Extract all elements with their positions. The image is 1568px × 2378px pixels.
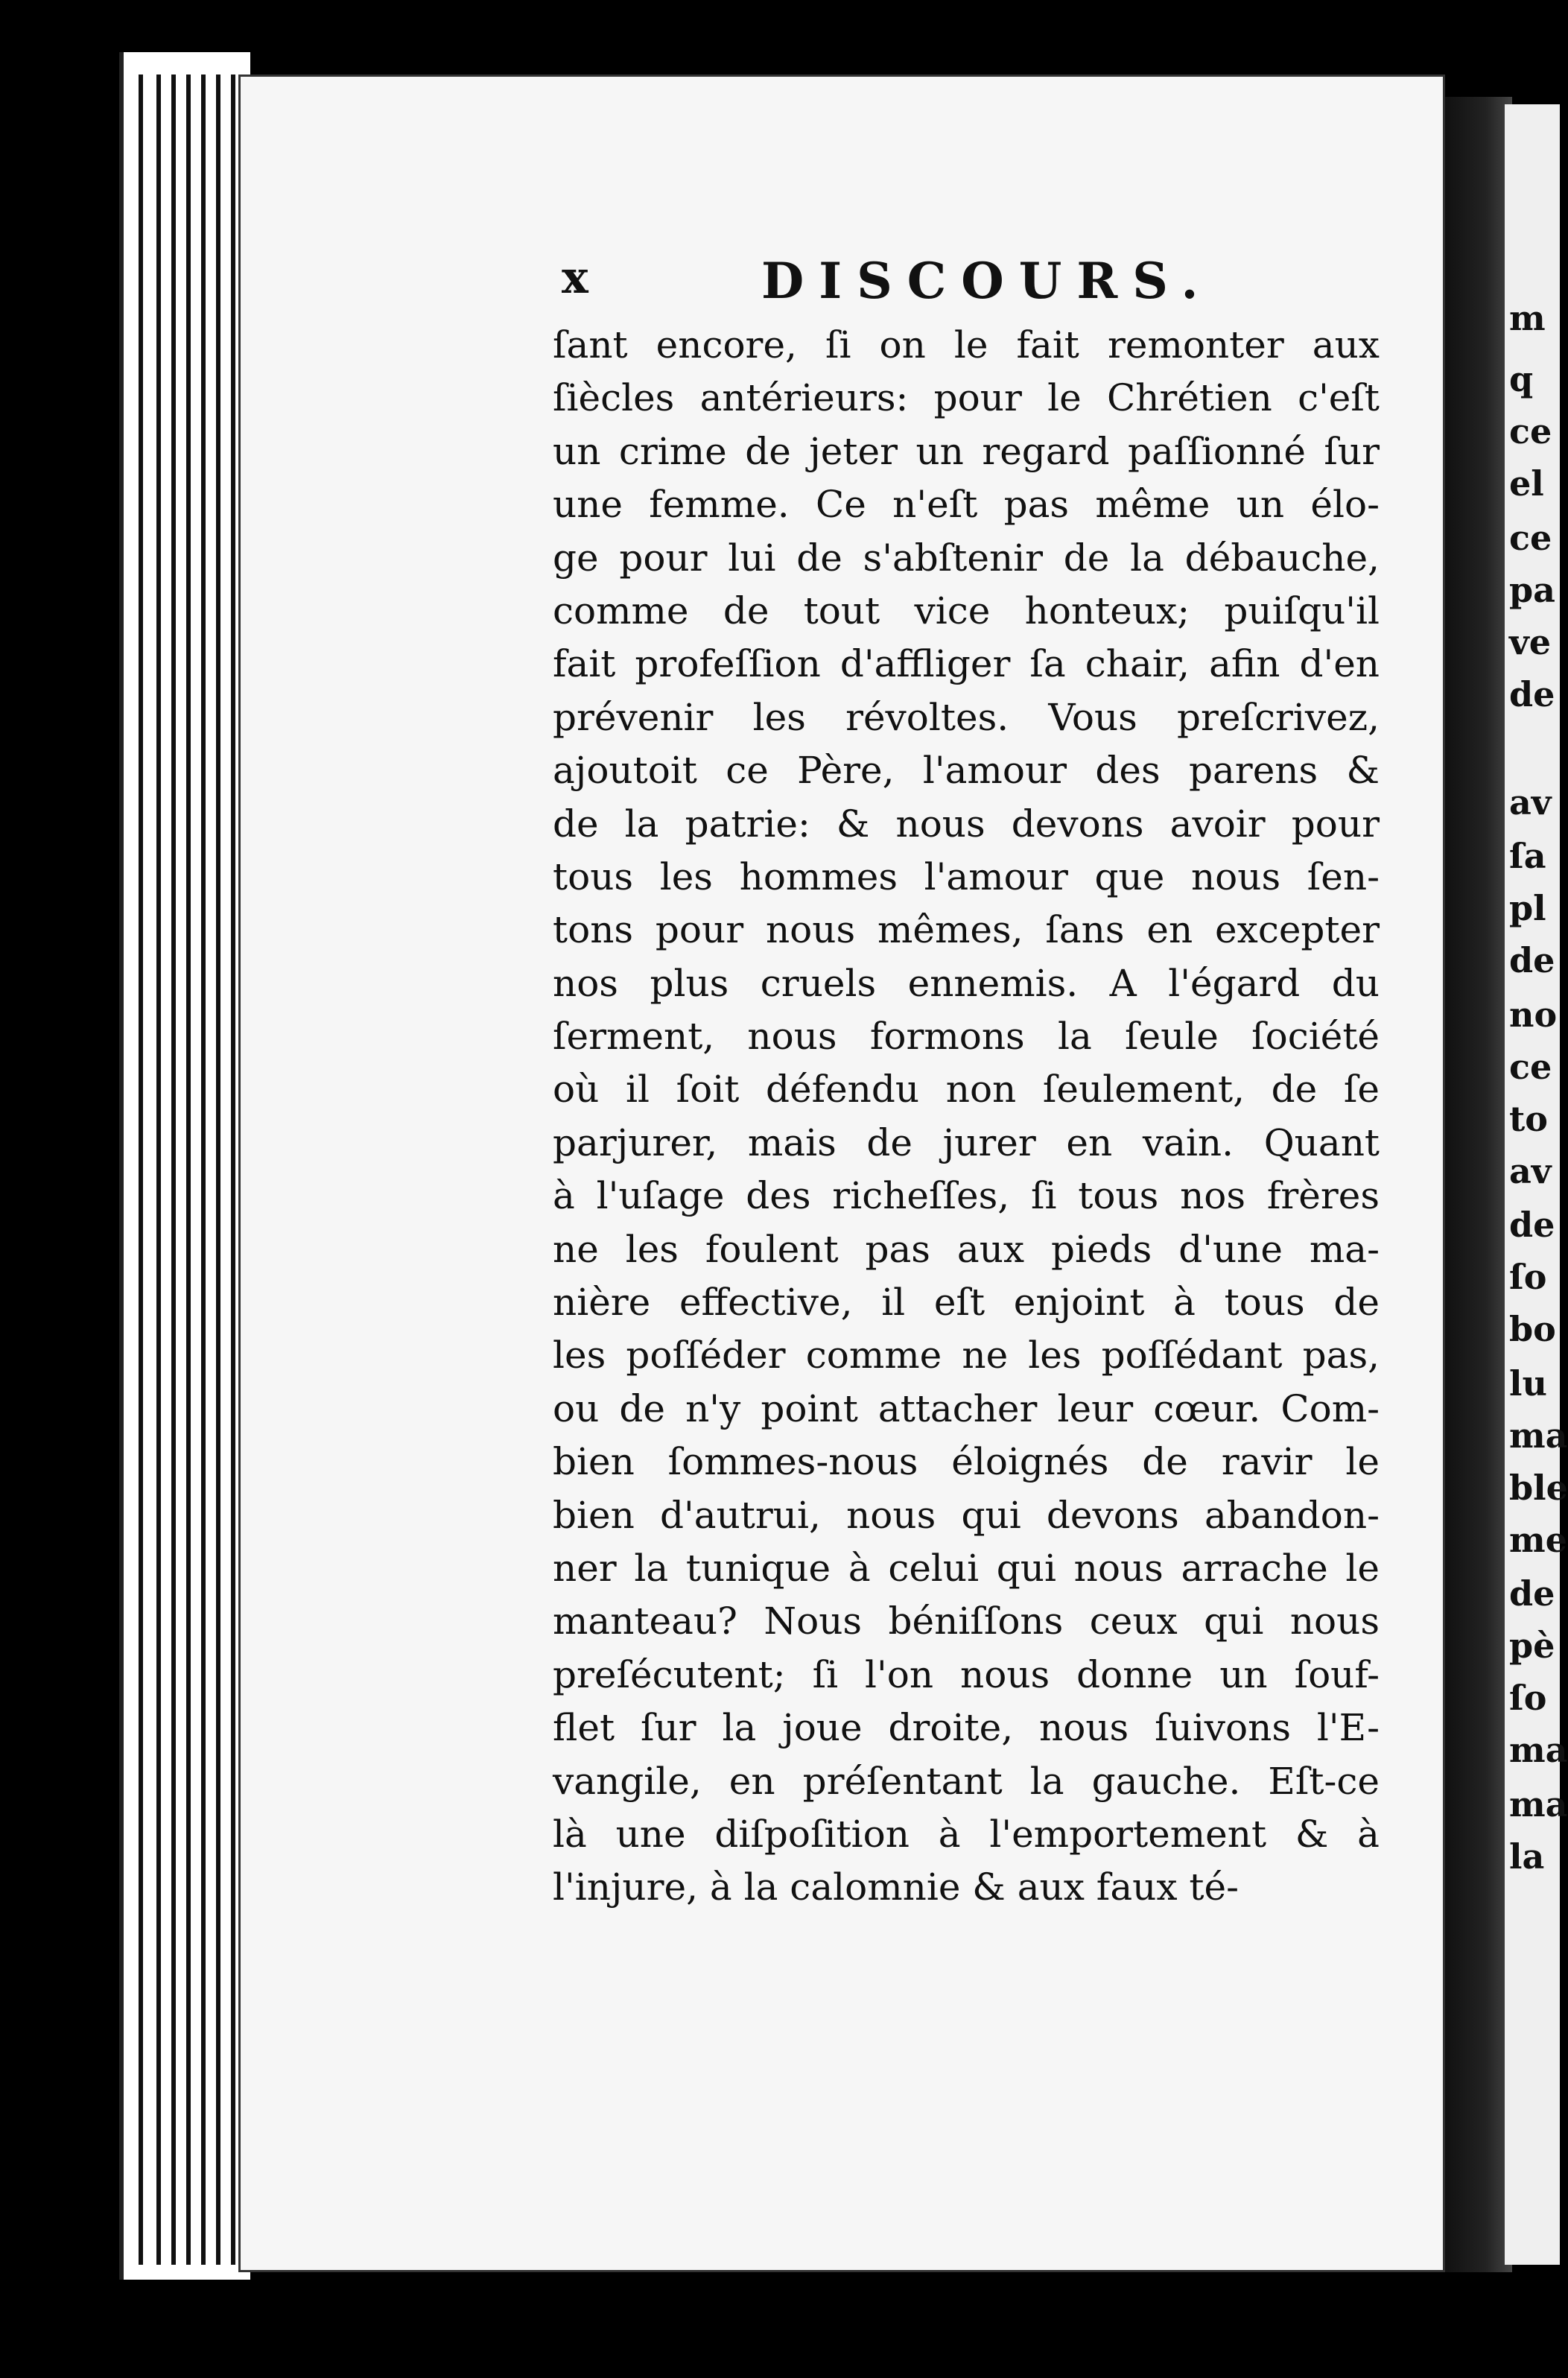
text-line: vangile, en préſentant la gauche. Eſt-ce	[553, 1759, 1380, 1803]
adjacent-page-fragment: de	[1509, 940, 1555, 980]
adjacent-page-fragment: lu	[1509, 1363, 1547, 1404]
running-head: DISCOURS.	[761, 252, 1213, 310]
adjacent-page-fragment: ma	[1509, 1784, 1568, 1824]
text-line: manteau? Nous béniſſons ceux qui nous	[553, 1599, 1380, 1643]
adjacent-page-fragment: m	[1509, 298, 1546, 338]
adjacent-page-fragment: ve	[1509, 622, 1551, 662]
adjacent-page	[1505, 104, 1568, 2265]
text-line: les poſſéder comme ne les poſſédant pas,	[553, 1334, 1380, 1377]
text-line: bien ſommes-nous éloignés de ravir le	[553, 1440, 1380, 1484]
page-edge-line	[231, 74, 235, 2265]
book-gutter	[1445, 97, 1512, 2272]
text-line: là une diſpoſition à l'emportement & à	[553, 1812, 1380, 1856]
adjacent-page-fragment: el	[1509, 463, 1544, 504]
text-line: prévenir les révoltes. Vous preſcrivez,	[553, 695, 1380, 739]
page-number: x	[562, 252, 588, 304]
adjacent-page-fragment: pè	[1509, 1626, 1555, 1666]
text-line: nos plus cruels ennemis. A l'égard du	[553, 961, 1380, 1005]
page-edge-line	[201, 74, 206, 2265]
text-line: l'injure, à la calomnie & aux faux té-	[553, 1865, 1239, 1909]
adjacent-page-fragment: ble	[1509, 1468, 1568, 1508]
text-line: ſerment, nous formons la ſeule ſociété	[553, 1015, 1380, 1059]
adjacent-page-fragment: ma	[1509, 1415, 1568, 1456]
adjacent-page-fragment: bo	[1509, 1309, 1556, 1349]
page-header	[562, 252, 1381, 311]
text-line: tous les hommes l'amour que nous ſen-	[553, 855, 1380, 898]
text-line: ner la tunique à celui qui nous arrache le	[553, 1546, 1380, 1590]
adjacent-page-fragment: av	[1509, 1151, 1552, 1191]
text-line: ajoutoit ce Père, l'amour des parens &	[553, 749, 1380, 793]
text-line: nière effective, il eſt enjoint à tous de	[553, 1281, 1380, 1325]
text-line: comme de tout vice honteux; puiſqu'il	[553, 589, 1380, 632]
adjacent-page-fragment: ſo	[1509, 1257, 1547, 1297]
text-line: bien d'autrui, nous qui devons abandon-	[553, 1493, 1380, 1537]
adjacent-page-fragment: la	[1509, 1836, 1545, 1877]
adjacent-page-fragment: to	[1509, 1099, 1548, 1139]
adjacent-page-fragment: me	[1509, 1520, 1567, 1560]
adjacent-page-fragment: no	[1509, 995, 1558, 1035]
page-edge-line	[216, 74, 220, 2265]
adjacent-page-fragment: av	[1509, 782, 1552, 822]
text-line: un crime de jeter un regard paſſionné ſur	[553, 429, 1380, 473]
text-line: à l'uſage des richeſſes, ſi tous nos frères	[553, 1174, 1380, 1218]
adjacent-page-fragment: pa	[1509, 570, 1555, 610]
adjacent-page-fragment: ma	[1509, 1730, 1568, 1770]
text-line: preſécutent; ſi l'on nous donne un ſouf-	[553, 1652, 1380, 1696]
text-line: une femme. Ce n'eſt pas même un élo-	[553, 483, 1380, 527]
text-line: parjurer, mais de jurer en vain. Quant	[553, 1120, 1380, 1164]
text-line: ou de n'y point attacher leur cœur. Com-	[553, 1386, 1380, 1430]
page-edge-line	[139, 74, 143, 2265]
text-line: ne les foulent pas aux pieds d'une ma-	[553, 1227, 1380, 1271]
text-line: où il ſoit défendu non ſeulement, de ſe	[553, 1068, 1380, 1112]
page-edge-line	[171, 74, 176, 2265]
page-edge-line	[156, 74, 161, 2265]
adjacent-page-fragment: de	[1509, 1205, 1555, 1245]
adjacent-page-fragment: ce	[1509, 518, 1552, 558]
adjacent-page-fragment: de	[1509, 1573, 1555, 1614]
text-line: flet ſur la joue droite, nous ſuivons l'E-	[553, 1706, 1380, 1750]
body-text	[553, 319, 1380, 1915]
adjacent-page-fragment: ce	[1509, 1047, 1552, 1087]
adjacent-page-fragment: ſa	[1509, 836, 1546, 876]
text-line: fait profeſſion d'affliger ſa chair, afin d'en	[553, 642, 1380, 686]
adjacent-page-fragment: ce	[1509, 411, 1552, 451]
page-edge-line	[186, 74, 191, 2265]
adjacent-page-fragment: de	[1509, 674, 1555, 714]
adjacent-page-fragment: q	[1509, 359, 1534, 399]
page-edges	[119, 52, 250, 2280]
text-line: ge pour lui de s'abſtenir de la débauche,	[553, 536, 1380, 580]
adjacent-page-fragment: ſo	[1509, 1678, 1547, 1718]
text-line: de la patrie: & nous devons avoir pour	[553, 802, 1380, 846]
adjacent-page-fragment: pl	[1509, 888, 1546, 928]
text-line: tons pour nous mêmes, ſans en excepter	[553, 908, 1380, 952]
text-line: ſant encore, ſi on le fait remonter aux	[553, 323, 1380, 367]
text-line: ſiècles antérieurs: pour le Chrétien c'eſt	[553, 376, 1380, 420]
